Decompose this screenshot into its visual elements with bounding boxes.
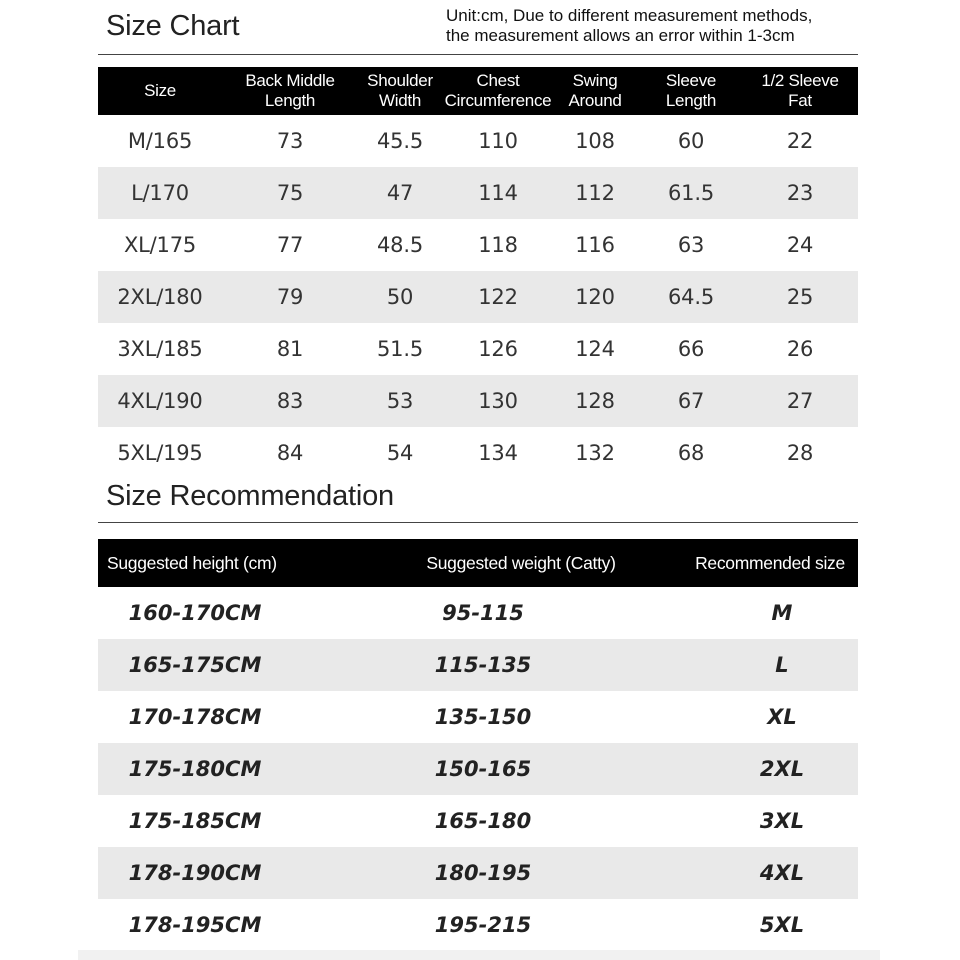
size-chart-cell: 48.5 xyxy=(377,233,423,257)
recommendation-cell: 150-165 xyxy=(434,757,532,781)
size-chart-cell: 4XL/190 xyxy=(117,389,203,413)
size-chart-cell: 26 xyxy=(786,337,814,361)
recommendation-cell: 2XL xyxy=(759,757,805,781)
size-chart-cell: 134 xyxy=(478,441,518,465)
size-chart-cell: 108 xyxy=(575,129,615,153)
size-chart-cell: 2XL/180 xyxy=(117,285,203,309)
recommendation-cell: 170-178CM xyxy=(128,705,262,729)
size-chart-cell: 66 xyxy=(677,337,705,361)
recommendation-cell: 165-180 xyxy=(434,809,532,833)
size-chart-row xyxy=(98,219,858,271)
size-chart-cell: 126 xyxy=(478,337,518,361)
recommendation-cell: 178-190CM xyxy=(128,861,262,885)
size-chart-cell: 116 xyxy=(575,233,615,257)
recommendation-cell: 195-215 xyxy=(434,913,532,937)
size-chart-cell: 81 xyxy=(276,337,304,361)
size-chart-cell: 110 xyxy=(478,129,518,153)
size-chart-cell: L/170 xyxy=(131,181,189,205)
recommendation-cell: 3XL xyxy=(759,809,805,833)
recommendation-cell: 178-195CM xyxy=(128,913,262,937)
size-chart-cell: 118 xyxy=(478,233,518,257)
recommendation-cell: 165-175CM xyxy=(128,653,262,677)
size-chart-header-cell: Chest Circumference xyxy=(444,71,552,110)
recommendation-cell: 115-135 xyxy=(434,653,532,677)
size-chart-cell: 120 xyxy=(575,285,615,309)
size-chart-cell: 61.5 xyxy=(668,181,714,205)
recommendation-cell: XL xyxy=(767,705,797,729)
size-chart-table xyxy=(98,67,858,479)
size-chart-cell: 24 xyxy=(786,233,814,257)
size-chart-divider xyxy=(98,54,858,55)
size-chart-cell: 67 xyxy=(677,389,705,413)
recommendation-header-row xyxy=(98,539,858,587)
recommendation-header-cell: Recommended size xyxy=(695,552,845,573)
size-chart-cell: 3XL/185 xyxy=(117,337,203,361)
size-chart-cell: 54 xyxy=(386,441,414,465)
size-chart-header-cell: Shoulder Width xyxy=(367,71,433,110)
recommendation-row xyxy=(98,795,858,847)
size-chart-header-row xyxy=(98,67,858,115)
recommendation-header-cell: Suggested height (cm) xyxy=(107,552,277,573)
size-chart-cell: 51.5 xyxy=(377,337,423,361)
size-chart-row xyxy=(98,115,858,167)
recommendation-row xyxy=(98,899,858,951)
size-chart-cell: 28 xyxy=(786,441,814,465)
recommendation-cell: 95-115 xyxy=(442,601,524,625)
size-chart-cell: 53 xyxy=(386,389,414,413)
size-chart-row xyxy=(98,323,858,375)
size-chart-cell: 60 xyxy=(677,129,705,153)
size-chart-cell: 130 xyxy=(478,389,518,413)
size-recommendation-title: Size Recommendation xyxy=(106,480,394,512)
bottom-band xyxy=(78,950,880,960)
measurement-note-text: Unit:cm, Due to different measurement methods, the measurement allows an error within 1-3cm xyxy=(446,6,813,45)
size-chart-cell: 128 xyxy=(575,389,615,413)
size-chart-row xyxy=(98,427,858,479)
recommendation-header-cell: Suggested weight (Catty) xyxy=(426,552,616,573)
size-chart-cell: 114 xyxy=(478,181,518,205)
size-chart-cell: 50 xyxy=(386,285,414,309)
measurement-note xyxy=(446,6,866,46)
recommendation-cell: 135-150 xyxy=(434,705,532,729)
recommendation-row xyxy=(98,587,858,639)
size-chart-header-cell: 1/2 Sleeve Fat xyxy=(761,71,839,110)
size-chart-header-cell: Swing Around xyxy=(568,71,622,110)
size-chart-cell: 122 xyxy=(478,285,518,309)
size-chart-cell: 25 xyxy=(786,285,814,309)
size-recommendation-divider xyxy=(98,522,858,523)
size-chart-header-cell: Size xyxy=(144,81,176,100)
recommendation-cell: 180-195 xyxy=(434,861,532,885)
size-chart-cell: 47 xyxy=(386,181,414,205)
size-recommendation-table xyxy=(98,539,858,951)
size-chart-cell: 83 xyxy=(276,389,304,413)
size-chart-cell: 79 xyxy=(276,285,304,309)
recommendation-cell: 175-185CM xyxy=(128,809,262,833)
size-chart-cell: 84 xyxy=(276,441,304,465)
recommendation-cell: 175-180CM xyxy=(128,757,262,781)
recommendation-cell: 5XL xyxy=(759,913,805,937)
recommendation-cell: 4XL xyxy=(759,861,805,885)
size-chart-cell: 124 xyxy=(575,337,615,361)
size-chart-cell: 27 xyxy=(786,389,814,413)
size-chart-cell: 73 xyxy=(276,129,304,153)
recommendation-row xyxy=(98,743,858,795)
size-chart-cell: 68 xyxy=(677,441,705,465)
size-chart-cell: 77 xyxy=(276,233,304,257)
recommendation-cell: L xyxy=(775,653,789,677)
size-chart-cell: 22 xyxy=(786,129,814,153)
size-chart-cell: M/165 xyxy=(127,129,193,153)
size-chart-cell: 112 xyxy=(575,181,615,205)
recommendation-cell: M xyxy=(771,601,793,625)
recommendation-row xyxy=(98,691,858,743)
size-chart-cell: 5XL/195 xyxy=(117,441,203,465)
size-chart-row xyxy=(98,167,858,219)
recommendation-row xyxy=(98,639,858,691)
recommendation-cell: 160-170CM xyxy=(128,601,262,625)
size-chart-header-cell: Back Middle Length xyxy=(245,71,335,110)
size-chart-cell: 63 xyxy=(677,233,705,257)
size-chart-title: Size Chart xyxy=(106,10,240,42)
size-chart-cell: 23 xyxy=(786,181,814,205)
size-chart-cell: XL/175 xyxy=(123,233,197,257)
size-chart-header-cell: Sleeve Length xyxy=(665,71,717,110)
size-chart-cell: 75 xyxy=(276,181,304,205)
recommendation-row xyxy=(98,847,858,899)
size-chart-cell: 45.5 xyxy=(377,129,423,153)
size-chart-cell: 64.5 xyxy=(668,285,714,309)
size-chart-cell: 132 xyxy=(575,441,615,465)
size-chart-row xyxy=(98,271,858,323)
size-chart-row xyxy=(98,375,858,427)
